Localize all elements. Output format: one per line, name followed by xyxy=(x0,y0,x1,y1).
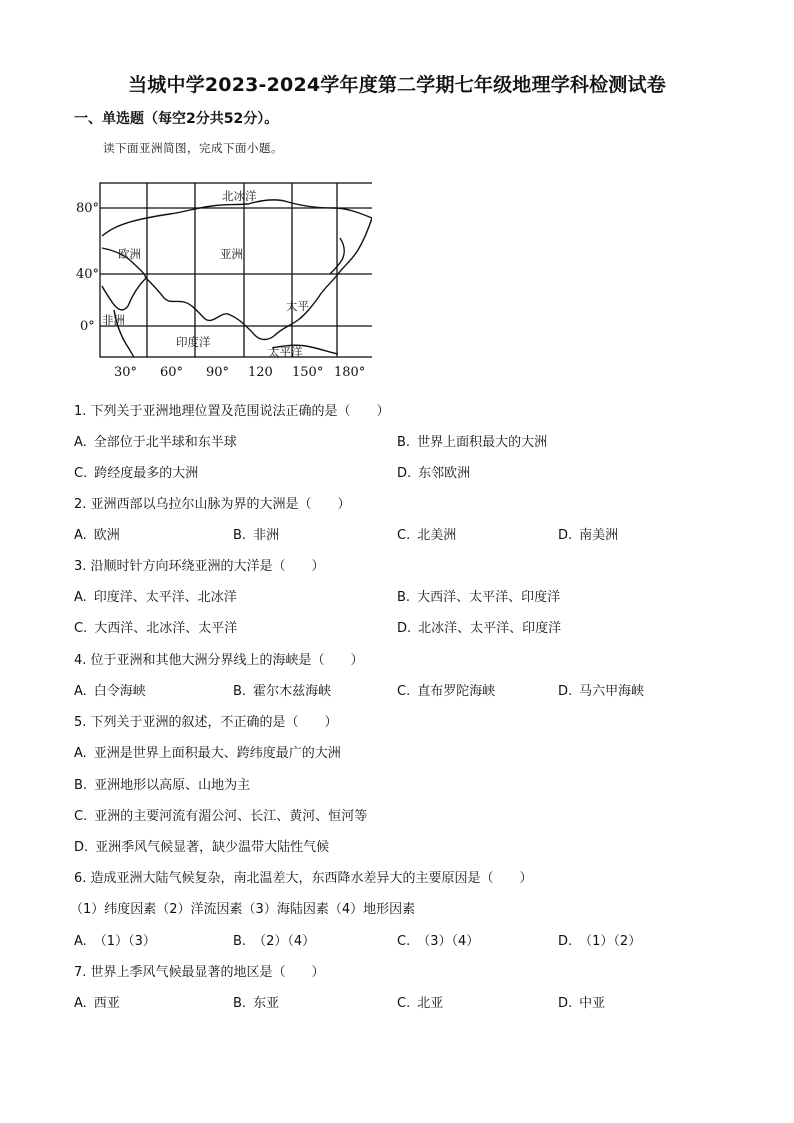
option-label: C. xyxy=(397,528,411,543)
question-text: 亚洲西部以乌拉尔山脉为界的大洲是（ ） xyxy=(90,497,351,512)
exam-title: 当城中学2023-2024学年度第二学期七年级地理学科检测试卷 xyxy=(128,74,666,96)
lon-label-60: 60° xyxy=(160,365,184,380)
option-5c[interactable] xyxy=(74,805,367,824)
lon-label-30: 30° xyxy=(114,365,138,380)
question-2 xyxy=(74,493,351,512)
asia-sketch-map xyxy=(72,178,372,383)
option-7b[interactable] xyxy=(233,992,279,1011)
option-label: D. xyxy=(558,996,573,1011)
question-6 xyxy=(74,867,533,886)
option-2d[interactable] xyxy=(558,524,618,543)
question-4 xyxy=(74,649,364,668)
option-text: 西亚 xyxy=(93,996,120,1011)
option-text: （1）（3） xyxy=(93,934,156,949)
option-text: 跨经度最多的大洲 xyxy=(94,466,199,481)
option-text: 亚洲的主要河流有湄公河、长江、黄河、恒河等 xyxy=(94,809,368,824)
question-text: 造成亚洲大陆气候复杂，南北温差大，东西降水差异大的主要原因是（ ） xyxy=(90,871,533,886)
question-number: 7. xyxy=(74,965,87,980)
region-label-europe: 欧洲 xyxy=(118,247,141,261)
lon-label-90: 90° xyxy=(206,365,230,380)
option-label: C. xyxy=(74,621,88,636)
option-text: 中亚 xyxy=(579,996,606,1011)
option-4d[interactable] xyxy=(558,680,644,699)
option-text: （2）（4） xyxy=(253,934,316,949)
region-label-asia: 亚洲 xyxy=(220,247,243,261)
question-1 xyxy=(74,400,390,419)
option-2c[interactable] xyxy=(397,524,456,543)
region-label-pacific-bottom: 太平洋 xyxy=(268,345,303,359)
section-heading: 一、单选题（每空2分共52分）。 xyxy=(74,111,279,127)
question-6-factors: （1）纬度因素（2）洋流因素（3）海陆因素（4）地形因素 xyxy=(70,902,416,917)
question-7 xyxy=(74,961,325,980)
lat-label-0: 0° xyxy=(80,319,95,334)
option-text: 欧洲 xyxy=(93,528,120,543)
option-label: C. xyxy=(74,466,88,481)
option-text: 全部位于北半球和东半球 xyxy=(93,435,237,450)
question-text: 下列关于亚洲的叙述，不正确的是（ ） xyxy=(90,715,338,730)
option-text: 南美洲 xyxy=(579,528,619,543)
coastline-east xyxy=(274,218,372,336)
lon-label-180: 180° xyxy=(334,365,366,380)
question-3 xyxy=(74,555,325,574)
option-6c[interactable] xyxy=(397,930,479,949)
option-label: B. xyxy=(397,435,411,450)
coastline-south-asia xyxy=(146,278,274,339)
option-text: 世界上面积最大的大洲 xyxy=(417,435,548,450)
option-text: 亚洲季风气候显著，缺少温带大陆性气候 xyxy=(95,840,330,855)
option-3d[interactable] xyxy=(397,617,561,636)
option-label: A. xyxy=(74,934,87,949)
option-label: A. xyxy=(74,435,87,450)
question-text: 下列关于亚洲地理位置及范围说法正确的是（ ） xyxy=(90,404,390,419)
option-label: D. xyxy=(397,621,412,636)
option-3b[interactable] xyxy=(397,586,560,605)
option-7d[interactable] xyxy=(558,992,605,1011)
question-number: 3. xyxy=(74,559,87,574)
option-text: 东邻欧洲 xyxy=(418,466,471,481)
option-6a[interactable] xyxy=(74,930,156,949)
option-label: A. xyxy=(74,590,87,605)
option-text: 亚洲是世界上面积最大、跨纬度最广的大洲 xyxy=(93,746,341,761)
option-label: D. xyxy=(558,934,573,949)
option-label: C. xyxy=(397,996,411,1011)
region-label-pacific-top: 太平 xyxy=(286,299,309,313)
option-1b[interactable] xyxy=(397,431,547,450)
option-3a[interactable] xyxy=(74,586,237,605)
lon-label-120: 120 xyxy=(248,365,273,380)
option-label: D. xyxy=(397,466,412,481)
option-label: B. xyxy=(233,528,247,543)
option-text: 亚洲地形以高原、山地为主 xyxy=(94,778,251,793)
lon-label-150: 150° xyxy=(292,365,324,380)
option-label: B. xyxy=(397,590,411,605)
option-label: A. xyxy=(74,746,87,761)
option-label: A. xyxy=(74,684,87,699)
option-label: B. xyxy=(74,778,88,793)
option-4c[interactable] xyxy=(397,680,495,699)
option-1c[interactable] xyxy=(74,462,198,481)
region-label-arctic-ocean: 北冰洋 xyxy=(222,189,257,203)
option-label: C. xyxy=(397,684,411,699)
option-label: D. xyxy=(74,840,89,855)
option-text: 非洲 xyxy=(253,528,280,543)
option-3c[interactable] xyxy=(74,617,237,636)
option-text: 东亚 xyxy=(253,996,280,1011)
question-number: 2. xyxy=(74,497,87,512)
lat-label-40: 40° xyxy=(76,267,100,282)
option-5b[interactable] xyxy=(74,774,250,793)
region-label-africa: 非洲 xyxy=(102,313,125,327)
option-text: （1）（2） xyxy=(579,934,642,949)
option-text: 北亚 xyxy=(417,996,444,1011)
question-number: 5. xyxy=(74,715,87,730)
option-label: A. xyxy=(74,528,87,543)
option-text: 大西洋、太平洋、印度洋 xyxy=(417,590,561,605)
option-label: C. xyxy=(74,809,88,824)
question-number: 4. xyxy=(74,653,87,668)
option-text: 北冰洋、太平洋、印度洋 xyxy=(418,621,562,636)
option-6b[interactable] xyxy=(233,930,315,949)
option-label: B. xyxy=(233,684,247,699)
option-label: B. xyxy=(233,996,247,1011)
option-label: D. xyxy=(558,528,573,543)
option-label: B. xyxy=(233,934,247,949)
option-text: 马六甲海峡 xyxy=(579,684,645,699)
option-5d[interactable] xyxy=(74,836,329,855)
coastline-north xyxy=(102,200,372,236)
map-instructions: 读下面亚洲简图，完成下面小题。 xyxy=(103,141,283,155)
option-text: 印度洋、太平洋、北冰洋 xyxy=(93,590,237,605)
option-2b[interactable] xyxy=(233,524,279,543)
option-label: A. xyxy=(74,996,87,1011)
question-number: 6. xyxy=(74,871,87,886)
coastline-arabia-africa xyxy=(102,278,146,310)
option-text: （3）（4） xyxy=(417,934,480,949)
option-5a[interactable] xyxy=(74,742,341,761)
option-6d[interactable] xyxy=(558,930,641,949)
question-5 xyxy=(74,711,338,730)
option-text: 白令海峡 xyxy=(93,684,146,699)
option-label: C. xyxy=(397,934,411,949)
question-text: 位于亚洲和其他大洲分界线上的海峡是（ ） xyxy=(90,653,364,668)
option-text: 大西洋、北冰洋、太平洋 xyxy=(94,621,238,636)
option-text: 直布罗陀海峡 xyxy=(417,684,496,699)
question-number: 1. xyxy=(74,404,87,419)
question-text: 沿顺时针方向环绕亚洲的大洋是（ ） xyxy=(90,559,325,574)
option-4b[interactable] xyxy=(233,680,331,699)
option-text: 霍尔木兹海峡 xyxy=(253,684,332,699)
question-text: 世界上季风气候最显著的地区是（ ） xyxy=(90,965,325,980)
option-7a[interactable] xyxy=(74,992,120,1011)
option-7c[interactable] xyxy=(397,992,443,1011)
region-label-indian-ocean: 印度洋 xyxy=(176,335,211,349)
option-label: D. xyxy=(558,684,573,699)
lat-label-80: 80° xyxy=(76,201,100,216)
option-4a[interactable] xyxy=(74,680,146,699)
option-2a[interactable] xyxy=(74,524,120,543)
option-1a[interactable] xyxy=(74,431,237,450)
option-text: 北美洲 xyxy=(417,528,457,543)
option-1d[interactable] xyxy=(397,462,470,481)
